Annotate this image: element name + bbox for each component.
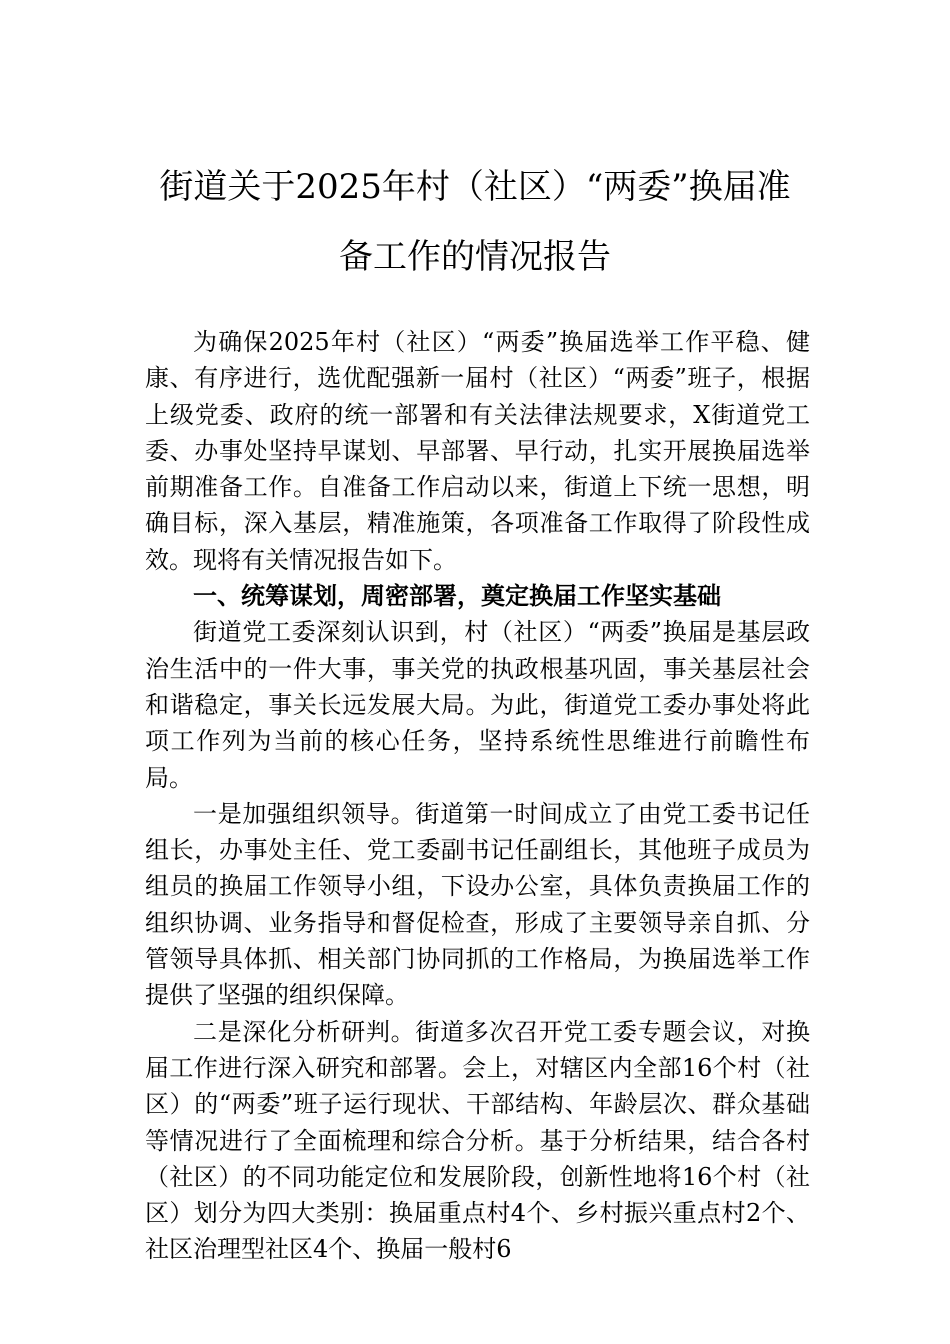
leadership-paragraph: 一是加强组织领导。街道第一时间成立了由党工委书记任组长，办事处主任、党工委副书记任副组长，其他班子成员为组员的换届工作领导小组，下设办公室，具体负责换届工作的组织协调、业务指导和督促检查，形成了主要领导亲自抓、分管领导具体抓、相关部门协同抓的工作格局，为换届选举工作提供了坚强的组织保障。 <box>145 799 810 1010</box>
intro-paragraph: 为确保2025年村（社区）“两委”换届选举工作平稳、健康、有序进行，选优配强新一届村（社区）“两委”班子，根据上级党委、政府的统一部署和有关法律法规要求，X街道党工委、办事处坚持早谋划、早部署、早行动，扎实开展换届选举前期准备工作。自准备工作启动以来，街道上下统一思想，明确目标，深入基层，精准施策，各项准备工作取得了阶段性成效。现将有关情况报告如下。 <box>145 328 810 574</box>
document-body <box>145 324 810 1268</box>
document-title-line-1: 街道关于2025年村（社区）“两委”换届准 <box>159 167 791 207</box>
document-title-line-2: 备工作的情况报告 <box>339 237 611 277</box>
section-heading-1: 一、统筹谋划，周密部署，奠定换届工作坚实基础 <box>193 582 721 611</box>
analysis-paragraph: 二是深化分析研判。街道多次召开党工委专题会议，对换届工作进行深入研究和部署。会上，对辖区内全部16个村（社区）的“两委”班子运行现状、干部结构、年龄层次、群众基础等情况进行了全面梳理和综合分析。基于分析结果，结合各村（社区）的不同功能定位和发展阶段，创新性地将16个村（社区）划分为四大类别：换届重点村4个、乡村振兴重点村2个、社区治理型社区4个、换届一般村6 <box>145 1017 810 1264</box>
section-1-paragraph: 街道党工委深刻认识到，村（社区）“两委”换届是基层政治生活中的一件大事，事关党的执政根基巩固，事关基层社会和谐稳定，事关长远发展大局。为此，街道党工委办事处将此项工作列为当前的核心任务，坚持系统性思维进行前瞻性布局。 <box>145 618 810 792</box>
